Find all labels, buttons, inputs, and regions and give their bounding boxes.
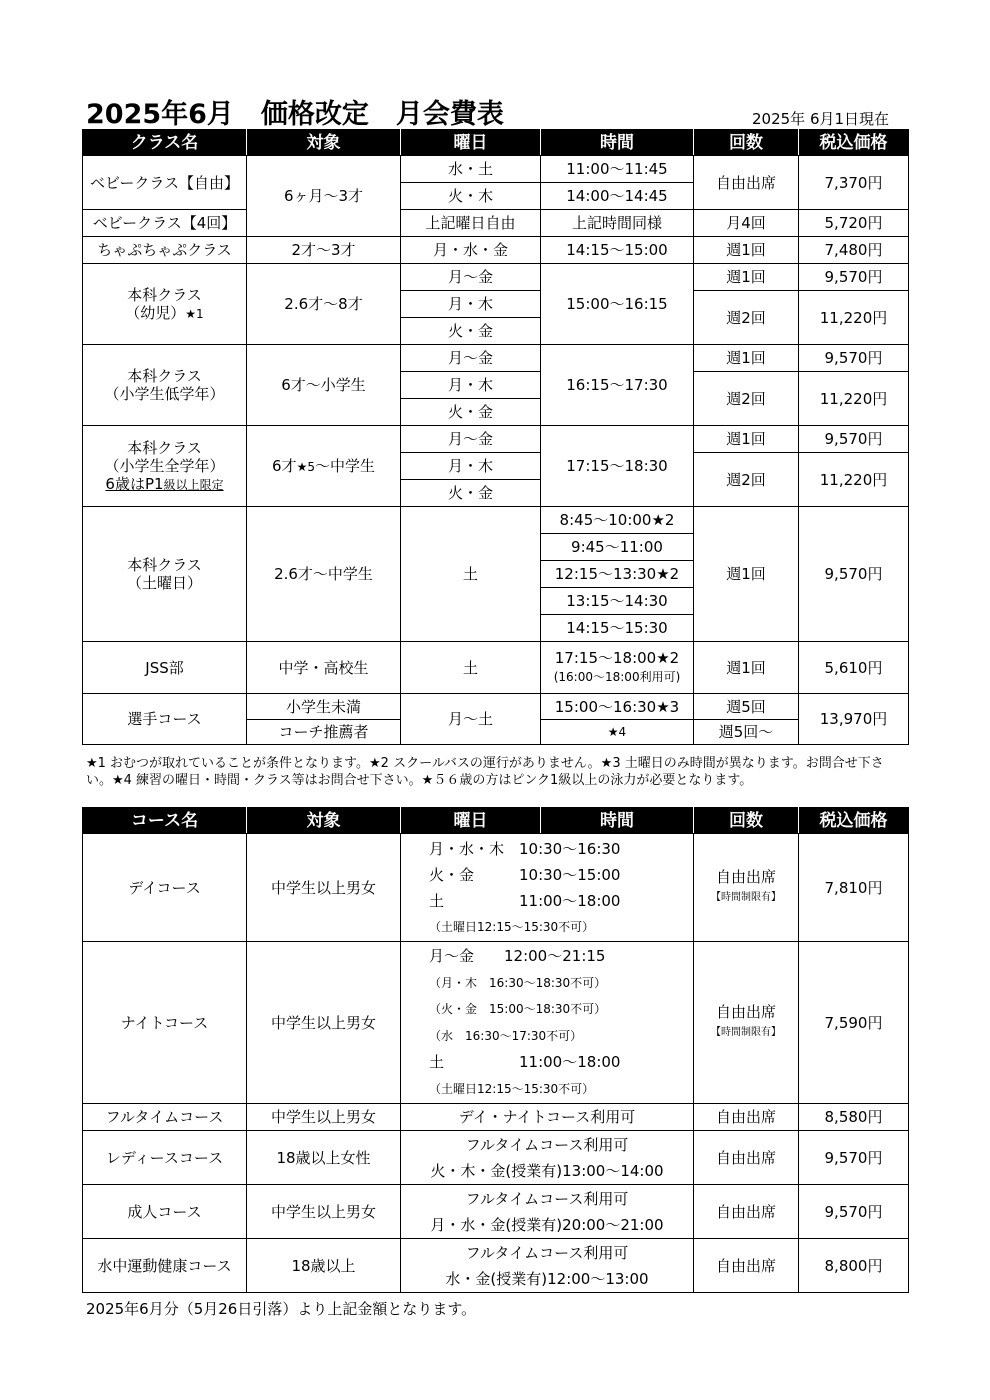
target: コーチ推薦者 <box>247 720 401 745</box>
class-name: ちゃぷちゃぷクラス <box>83 237 247 264</box>
target: 6ヶ月～3才 <box>247 156 401 237</box>
days: 月・木 <box>401 453 541 480</box>
time: 14:15～15:30 <box>541 615 694 642</box>
time: 16:15～17:30 <box>541 345 694 426</box>
target: 2.6才～8才 <box>247 264 401 345</box>
price: 8,580円 <box>799 1104 909 1131</box>
price: 7,370円 <box>799 156 909 210</box>
price: 13,970円 <box>799 694 909 745</box>
count: 自由出席 <box>694 156 799 210</box>
table-row <box>83 834 909 942</box>
table-header-row <box>83 130 909 156</box>
target: 小学生未満 <box>247 694 401 720</box>
price: 7,810円 <box>799 834 909 942</box>
course-name: フルタイムコース <box>83 1104 247 1131</box>
count: 週2回 <box>694 372 799 426</box>
price: 5,610円 <box>799 642 909 694</box>
price: 9,570円 <box>799 507 909 642</box>
class-name: 本科クラス （小学生低学年） <box>83 345 247 426</box>
table-row <box>83 210 909 237</box>
time: 13:15～14:30 <box>541 588 694 615</box>
course-name: 成人コース <box>83 1185 247 1239</box>
header-time: 時間 <box>541 130 694 156</box>
footnotes: ★1 おむつが取れていることが条件となります。★2 スクールバスの運行がありません。★3 土曜日のみ時間が異なります。お問合せ下さい。★4 練習の曜日・時間・クラス等はお問合せ下さい。★５６歳の方はピンク1級以上の泳力が必要となります。 <box>86 756 884 788</box>
table-row <box>83 507 909 534</box>
count: 週2回 <box>694 453 799 507</box>
header-target: 対象 <box>247 808 401 834</box>
table-row <box>83 942 909 1104</box>
course-name: ナイトコース <box>83 942 247 1104</box>
header-target: 対象 <box>247 130 401 156</box>
class-name: ベビークラス【自由】 <box>83 156 247 210</box>
course-name: デイコース <box>83 834 247 942</box>
price: 9,570円 <box>799 345 909 372</box>
count: 週5回～ <box>694 720 799 745</box>
time: ★4 <box>541 720 694 745</box>
days: 火・木 <box>401 183 541 210</box>
course-name: レディースコース <box>83 1131 247 1185</box>
count: 週1回 <box>694 642 799 694</box>
class-name: 本科クラス （土曜日） <box>83 507 247 642</box>
schedule: フルタイムコース利用可 火・木・金(授業有)13:00～14:00 <box>401 1131 694 1185</box>
table-row <box>83 1131 909 1185</box>
days: 月・木 <box>401 372 541 399</box>
table-row <box>83 1185 909 1239</box>
target: 6才★5～中学生 <box>247 426 401 507</box>
page-title: 2025年6月 価格改定 月会費表 <box>86 99 504 130</box>
target: 中学・高校生 <box>247 642 401 694</box>
count: 自由出席 <box>694 1239 799 1293</box>
days: 月～金 <box>401 345 541 372</box>
count: 自由出席 <box>694 1185 799 1239</box>
star-note-1: ★1 <box>185 306 204 321</box>
days: 土 <box>401 642 541 694</box>
table-row <box>83 694 909 720</box>
count: 週1回 <box>694 237 799 264</box>
time: 17:15～18:00★2 (16:00～18:00利用可) <box>541 642 694 694</box>
price: 9,570円 <box>799 1131 909 1185</box>
count: 週1回 <box>694 264 799 291</box>
schedule: フルタイムコース利用可 月・水・金(授業有)20:00～21:00 <box>401 1185 694 1239</box>
count: 自由出席 【時間制限有】 <box>694 834 799 942</box>
days: 月・水・金 <box>401 237 541 264</box>
header-price: 税込価格 <box>799 808 909 834</box>
days: 火・金 <box>401 399 541 426</box>
price: 7,480円 <box>799 237 909 264</box>
price: 9,570円 <box>799 1185 909 1239</box>
class-name: JSS部 <box>83 642 247 694</box>
schedule: フルタイムコース利用可 水・金(授業有)12:00～13:00 <box>401 1239 694 1293</box>
table-row <box>83 426 909 453</box>
class-name: 本科クラス （幼児）★1 <box>83 264 247 345</box>
header-count: 回数 <box>694 808 799 834</box>
as-of-date: 2025年 6月1日現在 <box>752 110 890 128</box>
target: 中学生以上男女 <box>247 834 401 942</box>
table-row <box>83 237 909 264</box>
days: 月～金 <box>401 426 541 453</box>
count: 自由出席 <box>694 1104 799 1131</box>
time: 8:45～10:00★2 <box>541 507 694 534</box>
header-course-name: コース名 <box>83 808 247 834</box>
table-row <box>83 642 909 694</box>
schedule: 月～金 12:00～21:15 （月・木 16:30～18:30不可） （火・金 15:00～18:30不可） （水 16:30～17:30不可） 土 11:00～18:00 （土曜日12:15～15:30不可） <box>401 942 694 1104</box>
count: 月4回 <box>694 210 799 237</box>
days: 月・木 <box>401 291 541 318</box>
header-class-name: クラス名 <box>83 130 247 156</box>
class-name: ベビークラス【4回】 <box>83 210 247 237</box>
grade-limit-note: 6歳はP1級以上限定 <box>105 474 224 493</box>
time: 12:15～13:30★2 <box>541 561 694 588</box>
time: 11:00～11:45 <box>541 156 694 183</box>
course-name: 水中運動健康コース <box>83 1239 247 1293</box>
price: 9,570円 <box>799 426 909 453</box>
target: 18歳以上女性 <box>247 1131 401 1185</box>
target: 中学生以上男女 <box>247 1185 401 1239</box>
schedule: 月・水・木 10:30～16:30 火・金 10:30～15:00 土 11:00～18:00 （土曜日12:15～15:30不可） <box>401 834 694 942</box>
header-time: 時間 <box>541 808 694 834</box>
footer-note: 2025年6月分（5月26日引落）より上記金額となります。 <box>86 1300 477 1318</box>
time: 15:00～16:30★3 <box>541 694 694 720</box>
count: 自由出席 <box>694 1131 799 1185</box>
header-days: 曜日 <box>401 130 541 156</box>
days: 火・金 <box>401 318 541 345</box>
time: 14:00～14:45 <box>541 183 694 210</box>
schedule: デイ・ナイトコース利用可 <box>401 1104 694 1131</box>
price: 5,720円 <box>799 210 909 237</box>
target: 中学生以上男女 <box>247 942 401 1104</box>
count: 週2回 <box>694 291 799 345</box>
count: 自由出席 【時間制限有】 <box>694 942 799 1104</box>
days: 火・金 <box>401 480 541 507</box>
target: 18歳以上 <box>247 1239 401 1293</box>
target: 中学生以上男女 <box>247 1104 401 1131</box>
days: 月～金 <box>401 264 541 291</box>
days: 土 <box>401 507 541 642</box>
time: 17:15～18:30 <box>541 426 694 507</box>
table-row <box>83 1239 909 1293</box>
class-fee-table <box>82 129 909 745</box>
table-row <box>83 264 909 291</box>
count: 週1回 <box>694 345 799 372</box>
price: 11,220円 <box>799 372 909 426</box>
table-row <box>83 156 909 183</box>
days: 月～土 <box>401 694 541 745</box>
count: 週1回 <box>694 507 799 642</box>
price: 11,220円 <box>799 291 909 345</box>
table-row <box>83 345 909 372</box>
star-note-5: ★5 <box>296 459 315 474</box>
count: 週5回 <box>694 694 799 720</box>
table-header-row <box>83 808 909 834</box>
price: 7,590円 <box>799 942 909 1104</box>
header-price: 税込価格 <box>799 130 909 156</box>
course-fee-table <box>82 807 909 1293</box>
days: 上記曜日自由 <box>401 210 541 237</box>
time: 15:00～16:15 <box>541 264 694 345</box>
target: 6才～小学生 <box>247 345 401 426</box>
count: 週1回 <box>694 426 799 453</box>
target: 2才～3才 <box>247 237 401 264</box>
table-row <box>83 1104 909 1131</box>
class-name: 選手コース <box>83 694 247 745</box>
time: 9:45～11:00 <box>541 534 694 561</box>
header-days: 曜日 <box>401 808 541 834</box>
target: 2.6才～中学生 <box>247 507 401 642</box>
class-name: 本科クラス （小学生全学年） 6歳はP1級以上限定 <box>83 426 247 507</box>
time: 上記時間同様 <box>541 210 694 237</box>
time: 14:15～15:00 <box>541 237 694 264</box>
header-count: 回数 <box>694 130 799 156</box>
price: 9,570円 <box>799 264 909 291</box>
price: 11,220円 <box>799 453 909 507</box>
days: 水・土 <box>401 156 541 183</box>
price: 8,800円 <box>799 1239 909 1293</box>
